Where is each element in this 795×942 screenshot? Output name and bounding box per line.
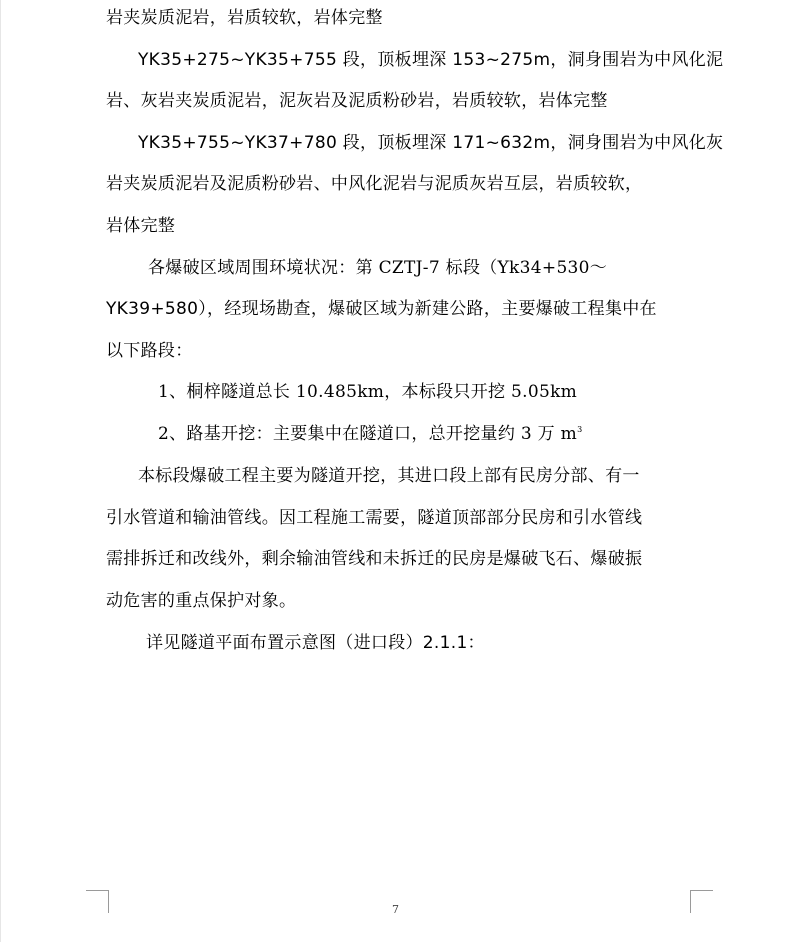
margin-corner-right — [690, 890, 713, 913]
margin-corner-left — [86, 890, 109, 913]
body-line-4: YK35+755~YK37+780 段，顶板埋深 171~632m，洞身围岩为中风化灰 — [138, 133, 724, 153]
list-item-2 — [158, 423, 582, 445]
page-left-edge — [0, 0, 1, 942]
body-line-6: 岩体完整 — [106, 216, 176, 236]
body-line-1: 岩夹炭质泥岩，岩质较软，岩体完整 — [106, 8, 383, 28]
list-item-2-text: 2、路基开挖：主要集中在隧道口，总开挖量约 3 万 m — [158, 424, 578, 444]
body-line-3: 岩、灰岩夹炭质泥岩，泥灰岩及泥质粉砂岩，岩质较软，岩体完整 — [106, 91, 608, 111]
body-line-7: 各爆破区域周围环境状况：第 CZTJ-7 标段（Yk34+530～ — [148, 258, 608, 278]
body-line-2: YK35+275~YK35+755 段，顶板埋深 153~275m，洞身围岩为中风化泥 — [138, 50, 724, 70]
page-number: 7 — [392, 903, 399, 916]
body-line-13: 引水管道和输油管线。因工程施工需要，隧道顶部部分民房和引水管线 — [106, 508, 643, 528]
body-line-8: YK39+580），经现场勘查，爆破区域为新建公路，主要爆破工程集中在 — [106, 299, 657, 319]
body-line-5: 岩夹炭质泥岩及泥质粉砂岩、中风化泥岩与泥质灰岩互层，岩质较软， — [106, 174, 643, 194]
figure-reference-line: 详见隧道平面布置示意图（进口段）2.1.1： — [146, 633, 485, 653]
body-line-15: 动危害的重点保护对象。 — [106, 591, 297, 611]
list-item-1: 1、桐梓隧道总长 10.485km，本标段只开挖 5.05km — [158, 382, 578, 402]
body-line-14: 需排拆迁和改线外，剩余输油管线和未拆迁的民房是爆破飞石、爆破振 — [106, 549, 643, 569]
body-line-9: 以下路段： — [106, 341, 193, 361]
cubic-superscript: 3 — [577, 425, 583, 434]
body-line-12: 本标段爆破工程主要为隧道开挖，其进口段上部有民房分部、有一 — [138, 466, 640, 486]
